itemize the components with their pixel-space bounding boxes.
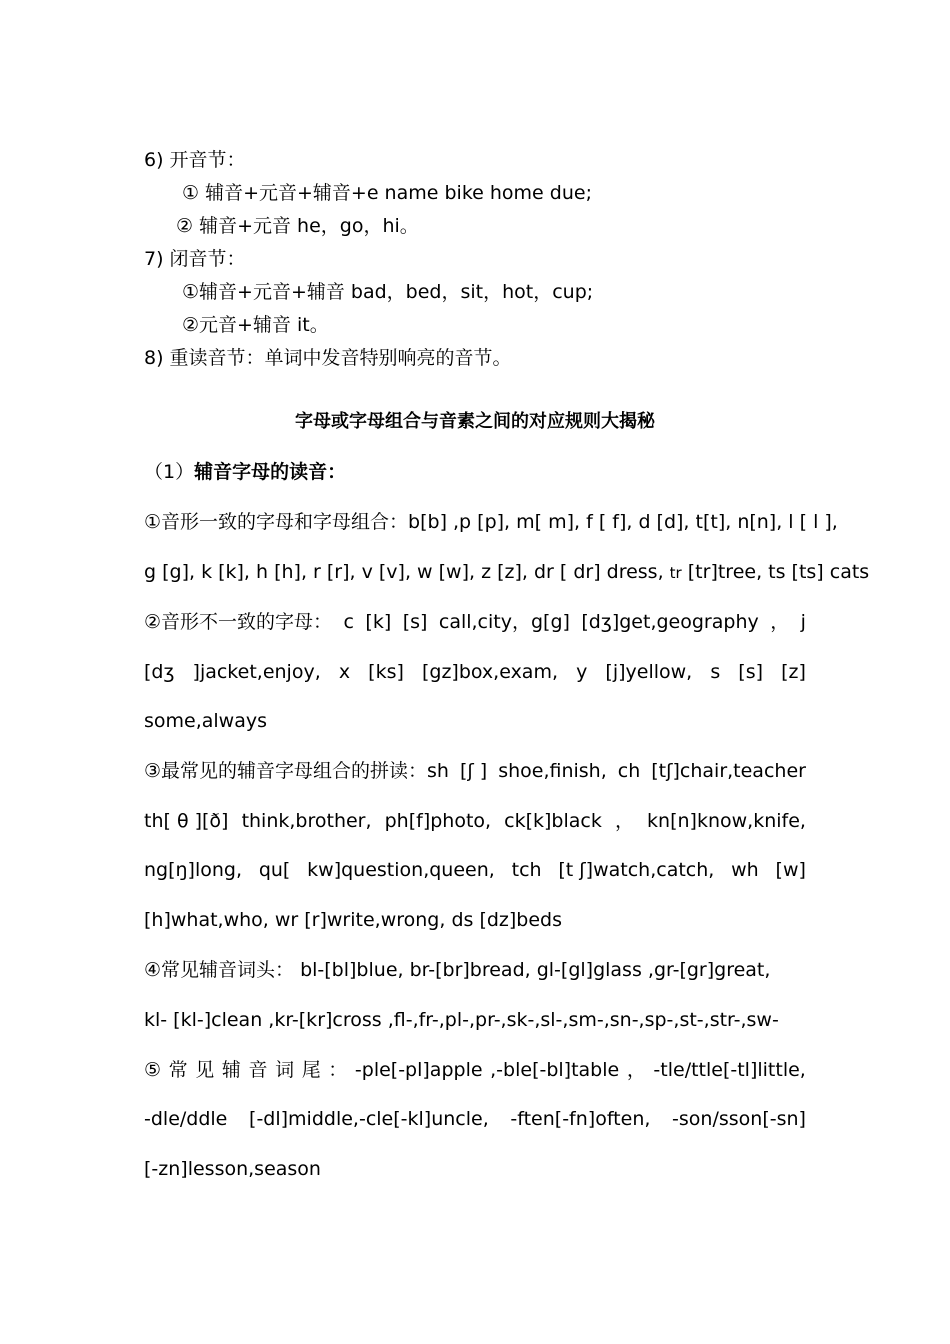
rule3-line3-token: [t ʃ]watch,catch, [558,859,715,881]
rule2-line1-token: call,city，g[g] [438,611,570,633]
rule5-line1-token: ， [626,1059,646,1081]
rule2-line1-token: [s] [402,611,428,633]
rule1-line2-part-c: [tr]tree, ts [ts] cats [681,561,870,583]
rule2-line1-token: j [800,611,806,633]
rule1-line2-part-b: tr [669,564,682,582]
rule1-line2-part-a: g [g], k [k], h [h], r [r], v [v], w [w], z [z], dr [ dr] dress, [144,561,670,583]
rule3-line1-token: ③最常见的辅音字母组合的拼读：sh [144,760,449,782]
rule1-line2 [144,560,869,585]
rule3-line2-token: think,brother, [241,810,372,832]
rule3-line2-token: ck[k]black [504,810,602,832]
rule3-line1-token: shoe,finish, [498,760,607,782]
rule5-line3: [-zn]lesson,season [144,1158,321,1180]
rule3-line3-token: [w] [775,859,806,881]
rule2-line1-token: ， [770,611,790,633]
rule3-line1-token: [ʃ ] [459,760,488,782]
closed-syllable-item-1: ①辅音+元音+辅音 bad，bed，sit，hot，cup; [182,281,594,303]
rule3-line3-token: qu[ [258,859,291,881]
rule3-line2 [144,809,806,833]
open-syllable-item-1: ① 辅音+元音+辅音+e name bike home due; [182,182,592,204]
rule5-line1-token: 尾 [301,1059,321,1081]
rule1-line1: ①音形一致的字母和字母组合：b[b] ,p [p], m[ m], f [ f], d [d], t[t], n[n], l [ l ], [144,511,838,533]
rule3-line1-token: [tʃ]chair,teacher [651,760,806,782]
rule2-line2-token: ]jacket,enjoy, [192,661,321,683]
rule2-line3: some,always [144,710,268,732]
closed-syllable-item-2: ②元音+辅音 it。 [182,314,329,336]
rule3-line2-token: ph[f]photo, [384,810,492,832]
rule2-line1 [144,610,806,634]
rule3-line3 [144,858,806,882]
rule2-line2-token: [gz]box,exam, [421,661,559,683]
rule5-line2-token: -dle/ddle [144,1108,228,1130]
rule5-line2-token: -son/sson[-sn] [672,1108,806,1130]
rule5-line2-token: -ften[-fn]often, [510,1108,651,1130]
sub-heading-number: （1） [144,461,195,483]
rule5-line1-token: ： [328,1059,348,1081]
open-syllable-heading: 6) 开音节： [144,149,246,171]
rule2-line2-token: [s] [738,661,764,683]
rule4-line2: kl- [kl-]clean ,kr-[kr]cross ,fl-,fr-,pl-,pr-,sk-,sl-,sm-,sn-,sp-,st-,str-,sw- [144,1009,779,1031]
rule2-line2-token: [ks] [368,661,404,683]
rule2-line2-token: [z] [781,661,806,683]
rule2-line1-token: [k] [365,611,392,633]
rule2-line2-token: [j]yellow, [605,661,693,683]
rule3-line1 [144,759,806,783]
rule2-line2-token: [dʒ [144,661,175,683]
rule5-line1-token: 词 [275,1059,295,1081]
rule5-line1-token: 常 [168,1059,188,1081]
sub-heading [144,460,346,484]
rule3-line3-token: kw]question,queen, [307,859,495,881]
rule2-line2-token: s [710,661,721,683]
rule5-line1-token: 辅 [221,1059,241,1081]
sub-heading-text: 辅音字母的读音： [194,461,347,483]
rule3-line4: [h]what,who, wr [r]write,wrong, ds [dz]beds [144,909,563,931]
rule5-line1-token: 见 [195,1059,215,1081]
stressed-syllable-heading: 8) 重读音节：单词中发音特别响亮的音节。 [144,347,512,369]
rule5-line1-token: -tle/ttle[-tl]little, [653,1059,806,1081]
rule2-line1-token: c [343,611,354,633]
rule2-line1-token: [dʒ]get,geography [581,611,759,633]
rule3-line2-token: th[ θ ][ð] [144,810,229,832]
rule5-line1-token: -ple[-pl]apple [354,1059,483,1081]
rule5-line1-token: ,-ble[-bl]table [490,1059,620,1081]
rule3-line2-token: ， [614,810,634,832]
rule3-line3-token: tch [511,859,542,881]
rule5-line1-token: 音 [248,1059,268,1081]
rule2-line2-token: y [576,661,588,683]
rule2-line2 [144,660,806,684]
closed-syllable-heading: 7) 闭音节： [144,248,246,270]
rule3-line3-token: wh [731,859,759,881]
rule3-line1-token: ch [617,760,641,782]
rule5-line1 [144,1058,806,1082]
open-syllable-item-2: ② 辅音+元音 he，go，hi。 [176,215,419,237]
rule2-line1-token: ②音形不一致的字母： [144,611,333,633]
rule4-line1: ④常见辅音词头： bl-[bl]blue, br-[br]bread, gl-[gl]glass ,gr-[gr]great, [144,959,771,981]
rule5-line2-token: [-dl]middle,-cle[-kl]uncle, [249,1108,489,1130]
rule3-line2-token: kn[n]know,knife, [647,810,806,832]
rule5-line2 [144,1107,806,1131]
rule2-line2-token: x [338,661,351,683]
rule3-line3-token: ng[ŋ]long, [144,859,243,881]
rule5-line1-token: ⑤ [144,1059,162,1081]
main-title: 字母或字母组合与音素之间的对应规则大揭秘 [295,411,655,432]
